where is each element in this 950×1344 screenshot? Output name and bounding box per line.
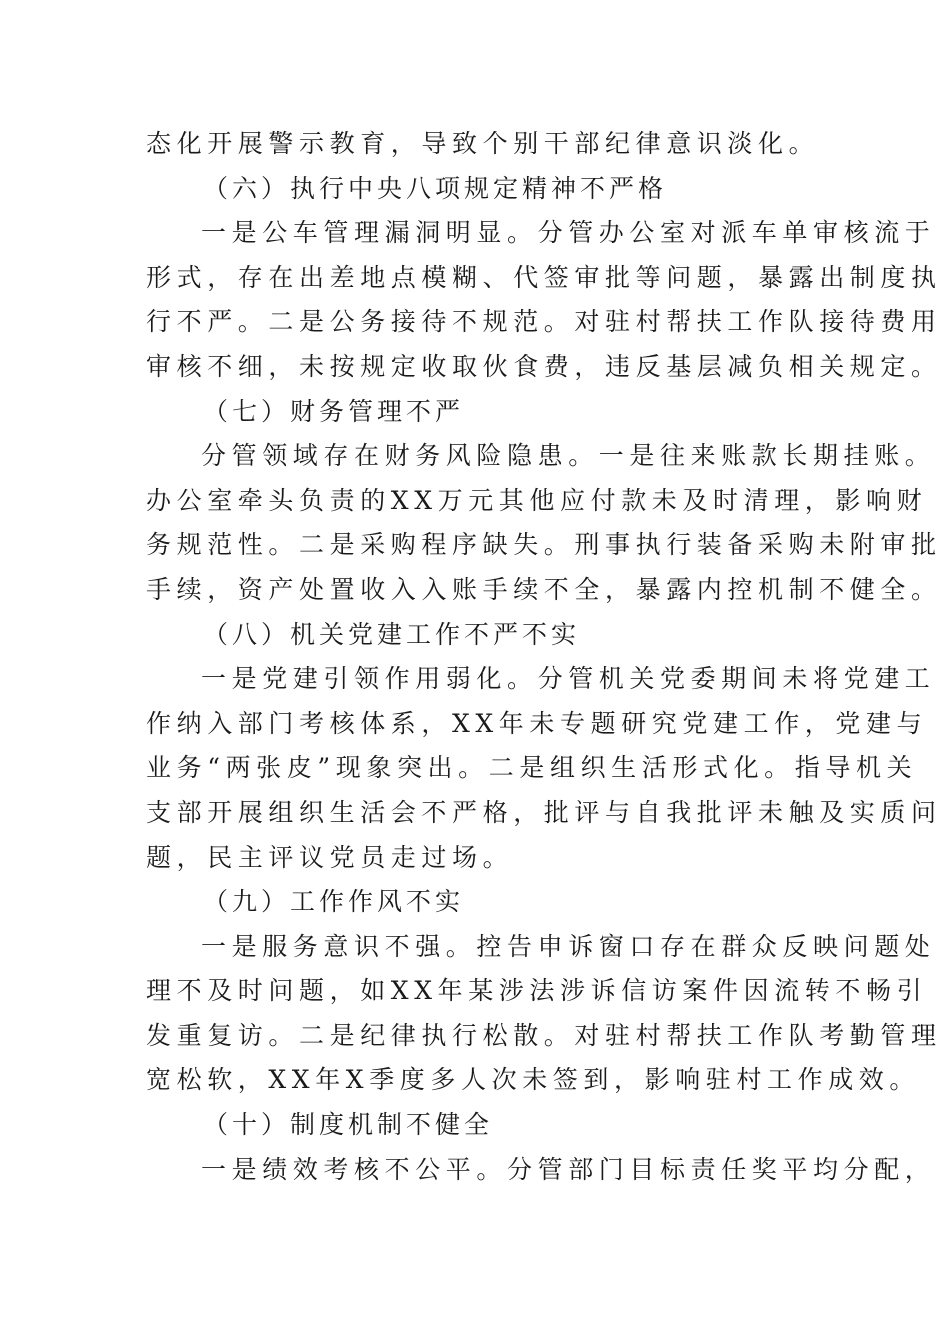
paragraph-start: 分管领域存在财务风险隐患。一是往来账款长期挂账。 bbox=[201, 441, 936, 471]
body-line: 支部开展组织生活会不严格，批评与自我批评未触及实质问 bbox=[146, 797, 942, 827]
document-page bbox=[146, 122, 942, 1192]
paragraph-start: 一是党建引领作用弱化。分管机关党委期间未将党建工 bbox=[201, 664, 936, 694]
section-heading-10: （十）制度机制不健全 bbox=[203, 1110, 494, 1140]
body-line: 宽松软，XX年X季度多人次未签到，影响驻村工作成效。 bbox=[146, 1065, 920, 1095]
body-line: 发重复访。二是纪律执行松散。对驻村帮扶工作队考勤管理 bbox=[146, 1020, 942, 1050]
body-line: 务规范性。二是采购程序缺失。刑事执行装备采购未附审批 bbox=[146, 530, 942, 560]
body-line: 办公室牵头负责的XX万元其他应付款未及时清理，影响财 bbox=[146, 485, 928, 515]
body-line: 手续，资产处置收入入账手续不全，暴露内控机制不健全。 bbox=[146, 574, 942, 604]
body-line: 审核不细，未按规定收取伙食费，违反基层减负相关规定。 bbox=[146, 351, 942, 381]
body-line: 作纳入部门考核体系，XX年未专题研究党建工作，党建与 bbox=[146, 708, 928, 738]
section-heading-7: （七）财务管理不严 bbox=[203, 396, 465, 426]
section-heading-8: （八）机关党建工作不严不实 bbox=[203, 619, 581, 649]
body-line: 态化开展警示教育，导致个别干部纪律意识淡化。 bbox=[146, 129, 820, 158]
paragraph-start: 一是绩效考核不公平。分管部门目标责任奖平均分配， bbox=[201, 1154, 936, 1184]
body-line: 题，民主评议党员走过场。 bbox=[146, 842, 514, 872]
body-line: 行不严。二是公务接待不规范。对驻村帮扶工作队接待费用 bbox=[146, 307, 942, 337]
section-heading-6: （六）执行中央八项规定精神不严格 bbox=[203, 173, 668, 203]
paragraph-start: 一是服务意识不强。控告申诉窗口存在群众反映问题处 bbox=[201, 931, 936, 961]
paragraph-start: 一是公车管理漏洞明显。分管办公室对派车单审核流于 bbox=[201, 218, 936, 248]
body-line: 形式，存在出差地点模糊、代签审批等问题，暴露出制度执 bbox=[146, 262, 942, 292]
body-line: 业务“两张皮”现象突出。二是组织生活形式化。指导机关 bbox=[146, 753, 918, 783]
section-heading-9: （九）工作作风不实 bbox=[203, 887, 465, 917]
body-line: 理不及时问题，如XX年某涉法涉诉信访案件因流转不畅引 bbox=[146, 976, 928, 1006]
